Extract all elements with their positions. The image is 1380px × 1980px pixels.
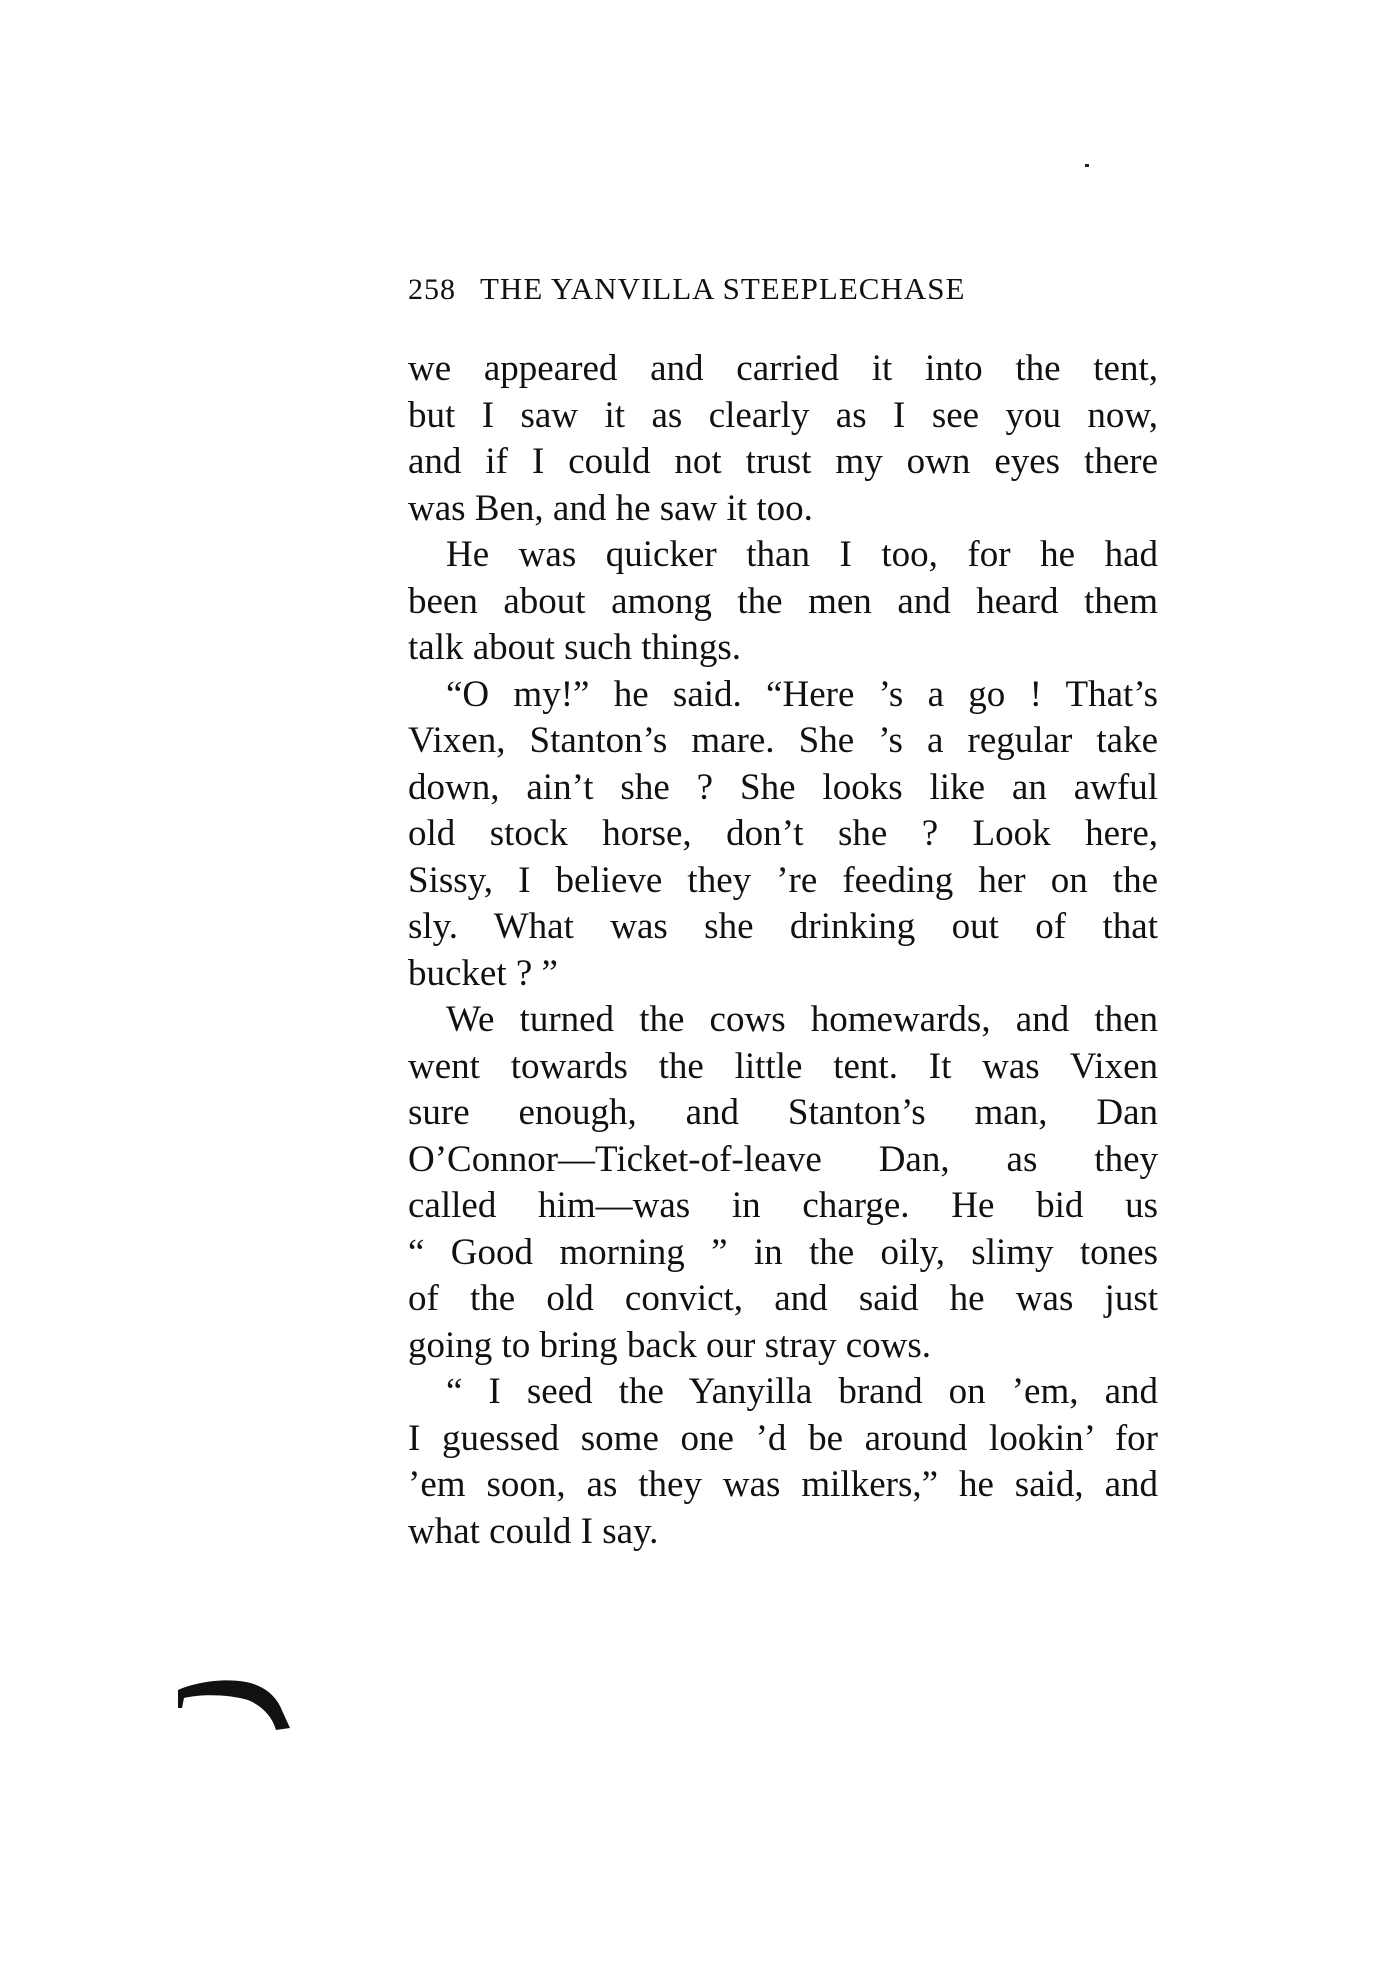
ink-speck [1085, 164, 1089, 167]
text-line: O’Connor—Ticket-of-leave Dan, as they [408, 1138, 1158, 1180]
text-line: “ Good morning ” in the oily, slimy tones [408, 1231, 1158, 1273]
text-line: of the old convict, and said he was just [408, 1278, 1158, 1319]
paragraph [408, 532, 1158, 672]
paragraph [408, 997, 1158, 1369]
text-line: down, ain’t she ? She looks like an awful [408, 766, 1158, 808]
text-line: old stock horse, don’t she ? Look here, [408, 813, 1158, 854]
text-line: we appeared and carried it into the tent, [408, 348, 1158, 389]
text-line: “O my!” he said. “Here ’s a go ! That’s [446, 673, 1158, 715]
running-head [408, 271, 1158, 307]
text-line: “ I seed the Yanyilla brand on ’em, and [446, 1371, 1158, 1412]
ink-blot-mark [176, 1676, 292, 1732]
text-line: been about among the men and heard them [408, 580, 1158, 622]
text-line: talk about such things. [408, 627, 741, 668]
text-line: He was quicker than I too, for he had [446, 534, 1158, 575]
paragraph [408, 346, 1158, 532]
paragraph [408, 1369, 1158, 1555]
text-line: sly. What was she drinking out of that [408, 906, 1158, 947]
text-line: going to bring back our stray cows. [408, 1324, 932, 1366]
paragraph [408, 672, 1158, 998]
text-line: Vixen, Stanton’s mare. She ’s a regular take [408, 720, 1158, 761]
text-line: We turned the cows homewards, and then [446, 999, 1158, 1040]
text-line: and if I could not trust my own eyes there [408, 441, 1158, 482]
body-text [408, 346, 1158, 1555]
text-line: but I saw it as clearly as I see you now, [408, 394, 1158, 436]
text-line: ’em soon, as they was milkers,” he said, and [408, 1464, 1158, 1505]
page-number: 258 [408, 273, 456, 306]
running-head-title: THE YANVILLA STEEPLECHASE [480, 271, 966, 306]
text-line: called him—was in charge. He bid us [408, 1185, 1158, 1226]
text-line: bucket ? ” [408, 952, 558, 994]
text-line: was Ben, and he saw it too. [408, 487, 813, 529]
text-line: what could I say. [408, 1510, 659, 1552]
text-line: sure enough, and Stanton’s man, Dan [408, 1092, 1158, 1133]
text-line: went towards the little tent. It was Vixen [408, 1045, 1158, 1087]
text-line: Sissy, I believe they ’re feeding her on the [408, 859, 1158, 901]
text-line: I guessed some one ’d be around lookin’ for [408, 1417, 1158, 1459]
